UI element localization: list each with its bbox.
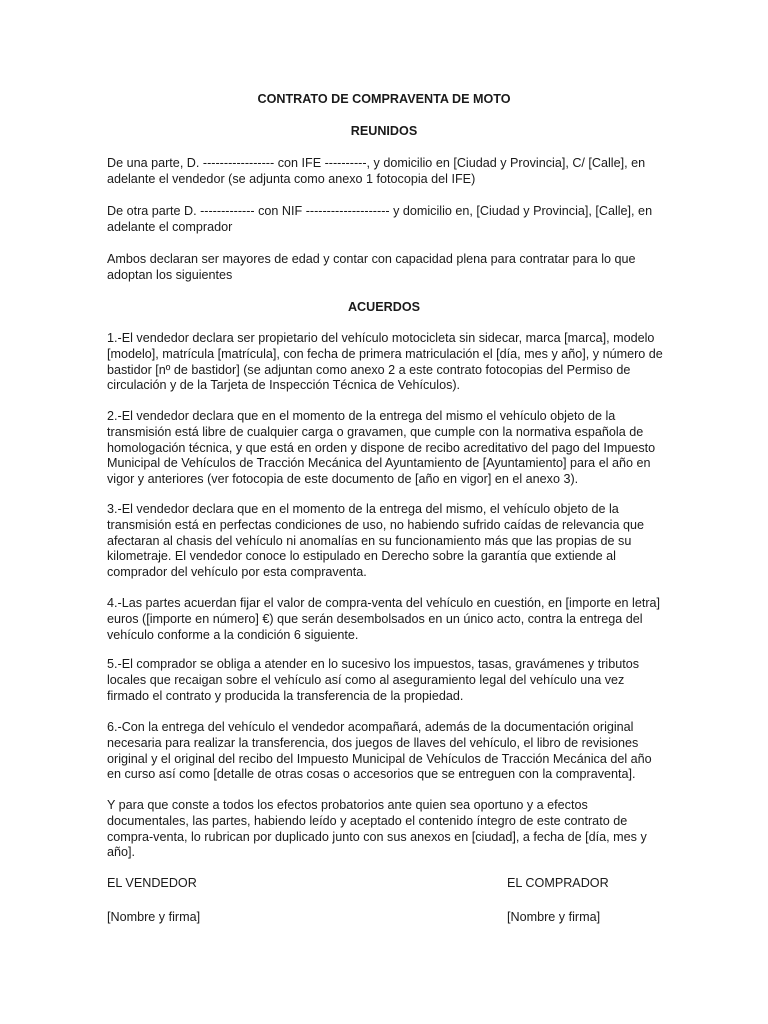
- buyer-signature-placeholder: [Nombre y firma]: [507, 910, 601, 924]
- buyer-label: EL COMPRADOR: [507, 876, 609, 890]
- capacity-paragraph: Ambos declaran ser mayores de edad y contar con capacidad plena para contratar para lo que adoptan los siguientes: [107, 252, 636, 282]
- seller-signature-placeholder: [Nombre y firma]: [107, 910, 201, 924]
- clause-6: 6.-Con la entrega del vehículo el vendedor acompañará, además de la documentación original necesaria para realizar la transferencia, dos juegos de llaves del vehículo, el libro de revisiones original y el original del recibo del Impuesto Municipal de Vehículos de Tracción Mecánica del año en curso así como [detalle de otras cosas o accesorios que se entreguen con la compraventa].: [107, 720, 652, 782]
- clause-4: 4.-Las partes acuerdan fijar el valor de compra-venta del vehículo en cuestión, en [importe en letra] euros ([importe en número] €) que serán desembolsados en un único acto, contra la entrega del vehículo conforme a la condición 6 siguiente.: [107, 596, 661, 642]
- clause-3: 3.-El vendedor declara que en el momento de la entrega del mismo, el vehículo objeto de la transmisión está en perfectas condiciones de uso, no habiendo sufrido caídas de relevancia que afectaran al chasis del vehículo ni anomalías en su funcionamiento más que las propias de su kilometraje. El vendedor conoce lo estipulado en Derecho sobre la garantía que extiende al comprador del vehículo por esta compraventa.: [107, 502, 644, 580]
- party-two-paragraph: De otra parte D. ------------- con NIF -------------------- y domicilio en, [Ciudad y Provincia], [Calle], en adelante el comprador: [107, 204, 653, 234]
- clause-2: 2.-El vendedor declara que en el momento de la entrega del mismo el vehículo objeto de la transmisión está libre de cualquier carga o gravamen, que cumple con la normativa española de homologación técnica, y que está en orden y dispone de recibo acreditativo del pago del Impuesto Municipal de Vehículos de Tracción Mecánica del Ayuntamiento de [Ayuntamiento] para el año en vigor y anteriores (ver fotocopia de este documento de [año en vigor] en el anexo 3).: [107, 409, 656, 487]
- clause-1: 1.-El vendedor declara ser propietario del vehículo motocicleta sin sidecar, marca [marca], modelo [modelo], matrícula [matrícula], con fecha de primera matriculación el [día, mes y año], y número de bastidor [nº de bastidor] (se adjuntan como anexo 2 a este contrato fotocopias del Permiso de circulación y de la Tarjeta de Inspección Técnica de Vehículos).: [107, 331, 663, 393]
- clause-5: 5.-El comprador se obliga a atender en lo sucesivo los impuestos, tasas, gravámenes y tributos locales que recaigan sobre el vehículo así como al aseguramiento legal del vehículo una vez firmado el contrato y producida la transferencia de la propiedad.: [107, 657, 640, 703]
- party-one-paragraph: De una parte, D. ----------------- con IFE ----------, y domicilio en [Ciudad y Provincia], C/ [Calle], en adelante el vendedor (se adjunta como anexo 1 fotocopia del IFE): [107, 156, 646, 186]
- section-heading-acuerdos: ACUERDOS: [347, 300, 421, 314]
- closing-paragraph: Y para que conste a todos los efectos probatorios ante quien sea oportuno y a efectos documentales, las partes, habiendo leído y aceptado el contenido íntegro de este contrato de compra-venta, lo rubrican por duplicado junto con sus anexos en [ciudad], a fecha de [día, mes y año].: [107, 798, 647, 860]
- document-title: CONTRATO DE COMPRAVENTA DE MOTO: [257, 92, 511, 106]
- seller-label: EL VENDEDOR: [107, 876, 197, 890]
- section-heading-reunidos: REUNIDOS: [350, 124, 418, 138]
